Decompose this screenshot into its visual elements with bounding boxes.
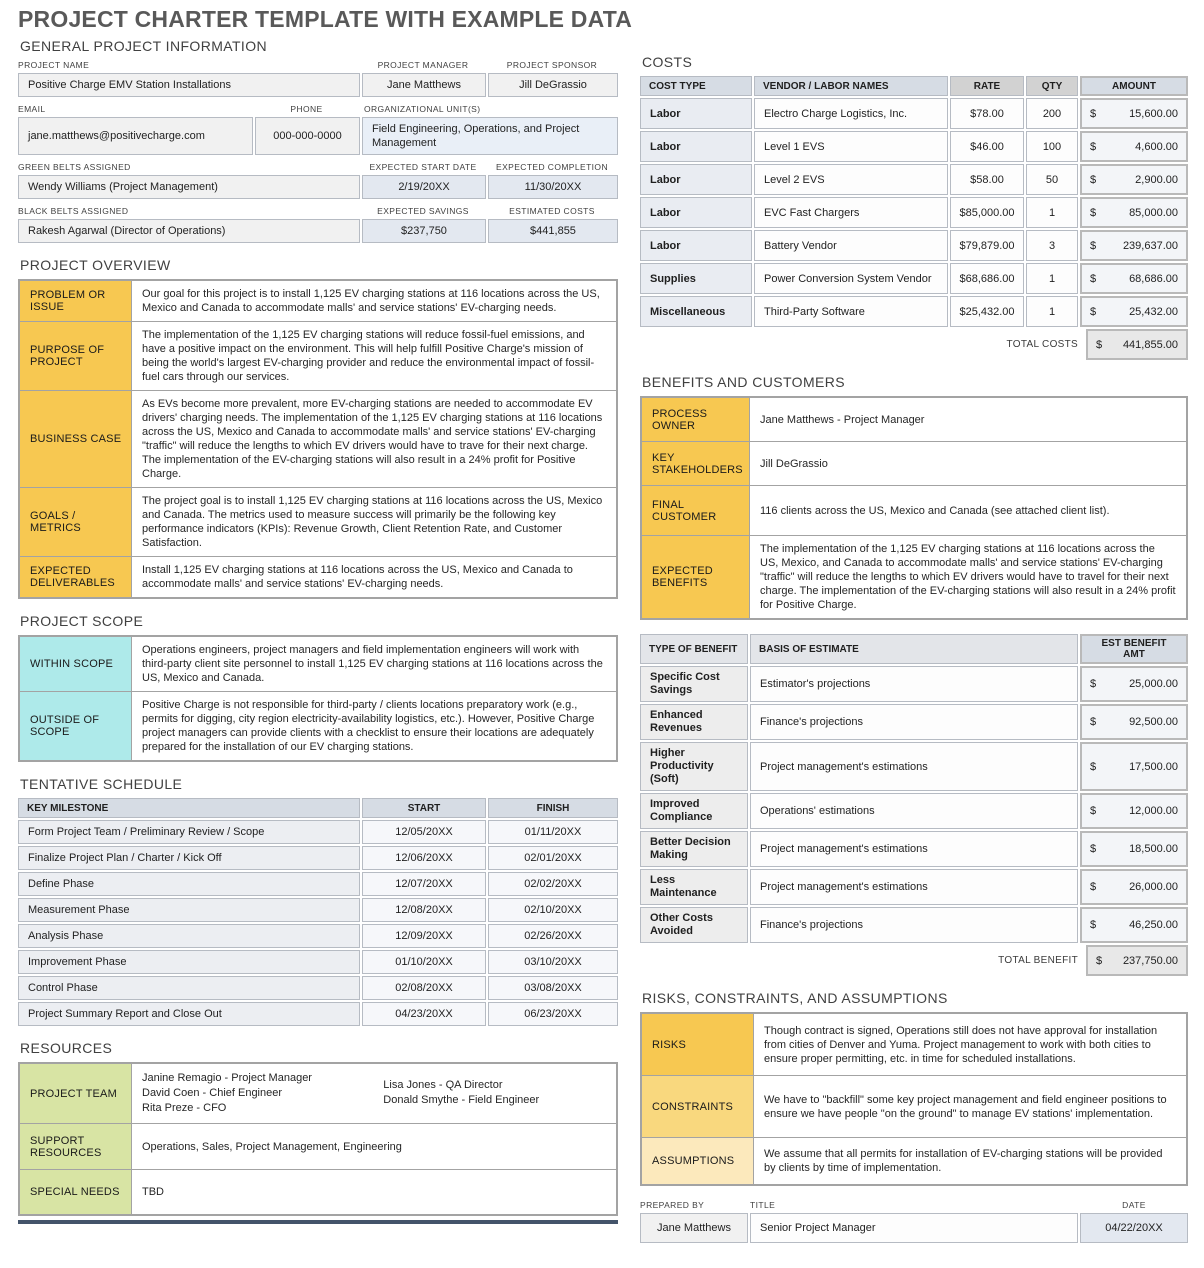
scope-row-within — [20, 637, 616, 692]
rate-cell[interactable]: $58.00 — [950, 164, 1024, 195]
project-overview-heading: PROJECT OVERVIEW — [20, 257, 171, 273]
date-label: DATE — [1122, 1200, 1146, 1210]
risks-text[interactable]: Though contract is signed, Operations still does not have approval for installation from cities of Denver and Yuma. Project management to work with both cities to ensure proper permitting, etc. in time for scheduled installations. — [764, 1024, 1158, 1065]
benefit-type-cell[interactable]: Less Maintenance — [640, 869, 748, 905]
section-benefit-estimates — [640, 634, 1188, 976]
resources-row-needs — [20, 1170, 616, 1214]
section-risks — [640, 990, 1188, 1186]
basis-cell[interactable]: Project management's estimations — [750, 831, 1078, 867]
date-field[interactable]: 04/22/20XX — [1080, 1213, 1188, 1243]
constraints-label: CONSTRAINTS — [642, 1076, 754, 1137]
benefit-row — [640, 907, 1188, 943]
section-project-overview — [18, 257, 618, 599]
section-benefits — [640, 374, 1188, 620]
assumptions-text[interactable]: We assume that all permits for installation of EV-charging stations will be provided by clients by time of implementation. — [764, 1148, 1163, 1174]
qty-cell[interactable]: 50 — [1026, 164, 1078, 195]
qty-cell[interactable]: 1 — [1026, 296, 1078, 327]
basis-cell[interactable]: Estimator's projections — [750, 666, 1078, 702]
benefit-header-row — [640, 634, 1188, 664]
scope-row-label: WITHIN SCOPE — [20, 637, 132, 691]
start-date-field[interactable]: 2/19/20XX — [362, 175, 486, 199]
overview-row-text[interactable]: The project goal is to install 1,125 EV charging stations at 116 locations across the US, Mexico and Canada. The metrics used to measure success will primarily be the following key performance indicators (KPIs): Revenue Growth, Client Retention Rate, and Customer Satisfaction. — [142, 495, 603, 549]
project-sponsor-field[interactable]: Jill DeGrassio — [488, 73, 618, 97]
vendor-cell[interactable]: Level 1 EVS — [754, 131, 948, 162]
rate-cell[interactable]: $46.00 — [950, 131, 1024, 162]
overview-row-label: BUSINESS CASE — [20, 391, 132, 487]
cost-type-cell[interactable]: Labor — [640, 164, 752, 195]
cost-type-cell[interactable]: Labor — [640, 230, 752, 261]
benefit-row — [640, 793, 1188, 829]
currency-symbol: $ — [1090, 678, 1097, 690]
milestone-cell[interactable]: Project Summary Report and Close Out — [18, 1002, 360, 1026]
benefit-amount-value: 17,500.00 — [1129, 760, 1178, 773]
prepared-by-field[interactable]: Jane Matthews — [640, 1213, 748, 1243]
finish-cell[interactable]: 02/10/20XX — [488, 898, 618, 922]
scope-row-text[interactable]: Operations engineers, project managers and field implementation engineers will work with third-party client site personnel to install 1,125 EV charging stations at 116 locations across the US, Mexico and Canada. — [142, 644, 603, 684]
finish-cell[interactable]: 02/02/20XX — [488, 872, 618, 896]
start-cell[interactable]: 12/09/20XX — [362, 924, 486, 948]
currency-symbol: $ — [1090, 843, 1097, 855]
benefit-type-cell[interactable]: Higher Productivity (Soft) — [640, 742, 748, 791]
project-name-field[interactable]: Positive Charge EMV Station Installations — [18, 73, 360, 97]
amount-cell[interactable] — [1080, 230, 1188, 261]
vendor-cell[interactable]: Level 2 EVS — [754, 164, 948, 195]
project-manager-field[interactable]: Jane Matthews — [362, 73, 486, 97]
amount-value: 85,000.00 — [1129, 206, 1178, 219]
benefits-heading: BENEFITS AND CUSTOMERS — [642, 374, 846, 390]
currency-symbol: $ — [1090, 173, 1097, 186]
team-list-right[interactable] — [383, 1071, 606, 1116]
schedule-header-row — [18, 798, 618, 818]
total-benefit-value: 237,750.00 — [1122, 954, 1178, 967]
team-member: Lisa Jones - QA Director — [383, 1079, 503, 1091]
benefits-row-label: PROCESS OWNER — [642, 398, 750, 441]
finish-cell[interactable]: 01/11/20XX — [488, 820, 618, 844]
project-scope-table — [18, 635, 618, 762]
benefit-type-cell[interactable]: Specific Cost Savings — [640, 666, 748, 702]
risks-heading: RISKS, CONSTRAINTS, AND ASSUMPTIONS — [642, 990, 948, 1006]
currency-symbol: $ — [1090, 206, 1097, 219]
benefit-amount-value: 26,000.00 — [1129, 881, 1178, 893]
benefits-row-text[interactable]: Jane Matthews - Project Manager — [760, 413, 925, 426]
team-body — [132, 1064, 616, 1123]
rate-cell[interactable]: $85,000.00 — [950, 197, 1024, 228]
section-tentative-schedule — [18, 776, 618, 1026]
schedule-row — [18, 950, 618, 974]
costs-total-row — [640, 329, 1188, 360]
benefits-row-stakeholders — [642, 442, 1186, 486]
green-belts-label: GREEN BELTS ASSIGNED — [18, 162, 131, 172]
schedule-row — [18, 1002, 618, 1026]
currency-symbol: $ — [1090, 805, 1097, 817]
benefits-table — [640, 396, 1188, 620]
cost-row — [640, 98, 1188, 129]
tentative-schedule-heading: TENTATIVE SCHEDULE — [20, 776, 183, 792]
finish-cell[interactable]: 03/08/20XX — [488, 976, 618, 1000]
cost-type-cell[interactable]: Labor — [640, 98, 752, 129]
basis-cell[interactable]: Finance's projections — [750, 907, 1078, 943]
benefit-amount-cell[interactable] — [1080, 742, 1188, 791]
qty-cell[interactable]: 1 — [1026, 263, 1078, 294]
project-manager-label: PROJECT MANAGER — [377, 60, 469, 70]
org-unit-field[interactable]: Field Engineering, Operations, and Project Management — [362, 117, 618, 155]
cost-type-cell[interactable]: Labor — [640, 131, 752, 162]
cost-row — [640, 164, 1188, 195]
assumptions-row — [642, 1138, 1186, 1184]
start-cell[interactable]: 04/23/20XX — [362, 1002, 486, 1026]
basis-cell[interactable]: Project management's estimations — [750, 742, 1078, 791]
rate-header: RATE — [950, 76, 1024, 96]
currency-symbol: $ — [1090, 272, 1097, 285]
finish-cell[interactable]: 02/01/20XX — [488, 846, 618, 870]
finish-cell[interactable]: 06/23/20XX — [488, 1002, 618, 1026]
basis-cell[interactable]: Operations' estimations — [750, 793, 1078, 829]
cost-row — [640, 296, 1188, 327]
qty-cell[interactable]: 3 — [1026, 230, 1078, 261]
benefit-amount-cell[interactable] — [1080, 831, 1188, 867]
cost-type-cell[interactable]: Supplies — [640, 263, 752, 294]
benefit-amount-value: 18,500.00 — [1129, 843, 1178, 855]
total-costs-value: 441,855.00 — [1122, 338, 1178, 351]
section-costs — [640, 54, 1188, 360]
benefit-type-cell[interactable]: Improved Compliance — [640, 793, 748, 829]
benefit-amount-value: 92,500.00 — [1129, 716, 1178, 728]
currency-symbol: $ — [1090, 305, 1097, 318]
total-benefit-label: TOTAL BENEFIT — [998, 955, 1078, 966]
scope-row-outside — [20, 692, 616, 760]
benefits-row-final-customer — [642, 486, 1186, 536]
milestone-cell[interactable]: Form Project Team / Preliminary Review / Scope — [18, 820, 360, 844]
total-benefit-cell — [1086, 945, 1188, 976]
benefit-amount-value: 25,000.00 — [1129, 678, 1178, 690]
overview-row-problem — [20, 281, 616, 322]
team-member: Janine Remagio - Project Manager — [142, 1072, 312, 1084]
savings-field[interactable]: $237,750 — [362, 219, 486, 243]
needs-text[interactable]: TBD — [142, 1186, 164, 1198]
team-member: Donald Smythe - Field Engineer — [383, 1094, 540, 1106]
footer-accent-bar — [18, 1220, 618, 1224]
completion-field[interactable]: 11/30/20XX — [488, 175, 618, 199]
team-list-left[interactable] — [142, 1071, 383, 1116]
rate-cell[interactable]: $25,432.00 — [950, 296, 1024, 327]
project-name-label: PROJECT NAME — [18, 60, 90, 70]
overview-row-label: GOALS / METRICS — [20, 488, 132, 556]
overview-row-text[interactable]: As EVs become more prevalent, more EV-charging stations are needed to accommodate EV drivers' charging needs. The implementation of the 1,125 EV charging stations at 116 locations across the US, Mexico and Canada to accommodate malls' and service stations' EV-charging "traffic" will reduce the lengths to which EV drivers would have to trave for their next charge. The implementation of the EV-charging stations will also result in a 24% profit for Positive Charge. — [142, 398, 603, 480]
benefit-total-row — [640, 945, 1188, 976]
overview-row-label: PURPOSE OF PROJECT — [20, 322, 132, 390]
amount-value: 25,432.00 — [1129, 305, 1178, 318]
phone-label: PHONE — [290, 104, 323, 114]
basis-cell[interactable]: Finance's projections — [750, 704, 1078, 740]
benefit-row — [640, 704, 1188, 740]
project-overview-table — [18, 279, 618, 599]
currency-symbol: $ — [1090, 239, 1097, 252]
benefit-row — [640, 869, 1188, 905]
benefits-row-label: KEY STAKEHOLDERS — [642, 442, 750, 485]
benefit-row — [640, 831, 1188, 867]
amount-value: 68,686.00 — [1129, 272, 1178, 285]
amount-value: 15,600.00 — [1129, 107, 1178, 120]
overview-row-goals — [20, 488, 616, 557]
vendor-cell[interactable]: Power Conversion System Vendor — [754, 263, 948, 294]
section-prepared-by — [640, 1200, 1188, 1243]
benefits-row-label: EXPECTED BENEFITS — [642, 536, 750, 618]
cost-type-cell[interactable]: Miscellaneous — [640, 296, 752, 327]
title-label: TITLE — [750, 1200, 776, 1210]
amount-cell[interactable] — [1080, 131, 1188, 162]
start-cell[interactable]: 12/06/20XX — [362, 846, 486, 870]
needs-label: SPECIAL NEEDS — [20, 1170, 132, 1214]
vendor-cell[interactable]: Third-Party Software — [754, 296, 948, 327]
benefit-type-cell[interactable]: Enhanced Revenues — [640, 704, 748, 740]
scope-row-label: OUTSIDE OF SCOPE — [20, 692, 132, 760]
page-title: PROJECT CHARTER TEMPLATE WITH EXAMPLE DATA — [18, 6, 633, 32]
black-belts-label: BLACK BELTS ASSIGNED — [18, 206, 129, 216]
currency-symbol: $ — [1096, 954, 1103, 967]
start-cell[interactable]: 12/08/20XX — [362, 898, 486, 922]
currency-symbol: $ — [1096, 338, 1103, 351]
cost-row — [640, 197, 1188, 228]
benefit-amount-cell[interactable] — [1080, 666, 1188, 702]
currency-symbol: $ — [1090, 107, 1097, 120]
amount-cell[interactable] — [1080, 98, 1188, 129]
schedule-row — [18, 872, 618, 896]
benefit-type-cell[interactable]: Other Costs Avoided — [640, 907, 748, 943]
green-belts-field[interactable]: Wendy Williams (Project Management) — [18, 175, 360, 199]
section-general-info — [18, 38, 618, 243]
overview-row-text[interactable]: The implementation of the 1,125 EV charging stations will reduce fossil-fuel emissions, and have a positive impact on the environment. This will help fulfill Positive Charge's mission of being the world's largest EV-charging provider and reduce the environmental impact of fossil-fuel cars through our services. — [142, 329, 595, 383]
risks-row — [642, 1014, 1186, 1076]
support-label: SUPPORT RESOURCES — [20, 1124, 132, 1169]
benefit-row — [640, 742, 1188, 791]
overview-row-business-case — [20, 391, 616, 488]
qty-cell[interactable]: 100 — [1026, 131, 1078, 162]
benefit-row — [640, 666, 1188, 702]
milestone-cell[interactable]: Measurement Phase — [18, 898, 360, 922]
est-costs-field[interactable]: $441,855 — [488, 219, 618, 243]
amount-header: AMOUNT — [1080, 76, 1188, 96]
benefit-amount-cell[interactable] — [1080, 869, 1188, 905]
amount-cell[interactable] — [1080, 164, 1188, 195]
rate-cell[interactable]: $79,879.00 — [950, 230, 1024, 261]
finish-header: FINISH — [488, 798, 618, 818]
qty-cell[interactable]: 1 — [1026, 197, 1078, 228]
milestone-cell[interactable]: Control Phase — [18, 976, 360, 1000]
currency-symbol: $ — [1090, 881, 1097, 893]
amount-value: 239,637.00 — [1122, 239, 1178, 252]
title-field[interactable]: Senior Project Manager — [750, 1213, 1078, 1243]
benefit-amount-cell[interactable] — [1080, 793, 1188, 829]
benefits-row-text[interactable]: Jill DeGrassio — [760, 457, 828, 470]
milestone-cell[interactable]: Define Phase — [18, 872, 360, 896]
benefit-amount-value: 46,250.00 — [1129, 919, 1178, 931]
benefit-type-header: TYPE OF BENEFIT — [640, 634, 748, 664]
assumptions-label: ASSUMPTIONS — [642, 1138, 754, 1184]
costs-heading: COSTS — [642, 54, 693, 70]
section-project-scope — [18, 613, 618, 762]
benefit-amount-header: EST BENEFIT AMT — [1080, 634, 1188, 664]
rate-cell[interactable]: $68,686.00 — [950, 263, 1024, 294]
team-member: David Coen - Chief Engineer — [142, 1087, 283, 1099]
benefits-row-process-owner — [642, 398, 1186, 442]
est-costs-label: ESTIMATED COSTS — [509, 206, 595, 216]
schedule-row — [18, 976, 618, 1000]
overview-row-label: EXPECTED DELIVERABLES — [20, 557, 132, 597]
vendor-cell[interactable]: Electro Charge Logistics, Inc. — [754, 98, 948, 129]
overview-row-deliverables — [20, 557, 616, 597]
basis-header: BASIS OF ESTIMATE — [750, 634, 1078, 664]
start-cell[interactable]: 02/08/20XX — [362, 976, 486, 1000]
currency-symbol: $ — [1090, 919, 1097, 931]
org-unit-label: ORGANIZATIONAL UNIT(S) — [364, 104, 481, 114]
benefits-row-text[interactable]: The implementation of the 1,125 EV charging stations at 116 locations across the US, Mexico, and Canada to accommodate malls' and service stations' EV-charging "traffic" will reduce the lengths to which EV drivers would have to travel for their next charge. The implementation of the EV-charging stations will also result in a 24% profit for Positive Charge. — [760, 543, 1176, 611]
amount-value: 2,900.00 — [1135, 173, 1178, 186]
section-resources — [18, 1040, 618, 1224]
general-info-heading: GENERAL PROJECT INFORMATION — [20, 38, 268, 54]
total-costs-cell — [1086, 329, 1188, 360]
amount-value: 4,600.00 — [1135, 140, 1178, 153]
benefits-row-expected-benefits — [642, 536, 1186, 618]
milestone-cell[interactable]: Improvement Phase — [18, 950, 360, 974]
overview-row-text[interactable]: Our goal for this project is to install 1,125 EV charging stations at 116 locations across the US, Mexico and Canada to accommodate malls' and service stations' EV-charging needs. — [142, 288, 600, 314]
qty-header: QTY — [1026, 76, 1078, 96]
finish-cell[interactable]: 02/26/20XX — [488, 924, 618, 948]
amount-cell[interactable] — [1080, 296, 1188, 327]
schedule-row — [18, 820, 618, 844]
risks-label: RISKS — [642, 1014, 754, 1075]
cost-row — [640, 230, 1188, 261]
vendor-cell[interactable]: EVC Fast Chargers — [754, 197, 948, 228]
schedule-row — [18, 924, 618, 948]
finish-cell[interactable]: 03/10/20XX — [488, 950, 618, 974]
amount-cell[interactable] — [1080, 197, 1188, 228]
black-belts-field[interactable]: Rakesh Agarwal (Director of Operations) — [18, 219, 360, 243]
team-label: PROJECT TEAM — [20, 1064, 132, 1123]
start-date-label: EXPECTED START DATE — [369, 162, 477, 172]
benefit-amount-cell[interactable] — [1080, 704, 1188, 740]
overview-row-purpose — [20, 322, 616, 391]
overview-row-text[interactable]: Install 1,125 EV charging stations at 116 locations across the US, Mexico and Canada to accommodate malls' and service stations' EV-charging needs. — [142, 564, 573, 590]
start-cell[interactable]: 12/05/20XX — [362, 820, 486, 844]
scope-row-text[interactable]: Positive Charge is not responsible for third-party / clients locations preparatory work (e.g., permits for digging, city region electricity-availability logistics, etc.). However, Positive Charge project managers can provide clients with a checklist to ensure their locations are adequately prepared for the installation of our EV charging stations. — [142, 699, 595, 753]
right-column — [640, 54, 1188, 1245]
overview-row-label: PROBLEM OR ISSUE — [20, 281, 132, 321]
milestone-cell[interactable]: Analysis Phase — [18, 924, 360, 948]
cost-row — [640, 263, 1188, 294]
start-header: START — [362, 798, 486, 818]
benefit-amount-cell[interactable] — [1080, 907, 1188, 943]
resources-table — [18, 1062, 618, 1216]
project-sponsor-label: PROJECT SPONSOR — [506, 60, 598, 70]
schedule-row — [18, 898, 618, 922]
constraints-row — [642, 1076, 1186, 1138]
resources-heading: RESOURCES — [20, 1040, 113, 1056]
cost-type-header: COST TYPE — [640, 76, 752, 96]
qty-cell[interactable]: 200 — [1026, 98, 1078, 129]
email-label: EMAIL — [18, 104, 46, 114]
vendor-header: VENDOR / LABOR NAMES — [754, 76, 948, 96]
benefit-type-cell[interactable]: Better Decision Making — [640, 831, 748, 867]
team-member: Rita Preze - CFO — [142, 1102, 227, 1114]
support-text[interactable]: Operations, Sales, Project Management, Engineering — [142, 1140, 402, 1153]
benefits-row-text[interactable]: 116 clients across the US, Mexico and Canada (see attached client list). — [760, 504, 1110, 517]
risks-table — [640, 1012, 1188, 1186]
cost-type-cell[interactable]: Labor — [640, 197, 752, 228]
resources-row-team — [20, 1064, 616, 1124]
benefits-row-label: FINAL CUSTOMER — [642, 486, 750, 535]
benefit-amount-value: 12,000.00 — [1129, 805, 1178, 817]
email-field[interactable]: jane.matthews@positivecharge.com — [18, 117, 253, 155]
milestone-header: KEY MILESTONE — [18, 798, 360, 818]
start-cell[interactable]: 12/07/20XX — [362, 872, 486, 896]
amount-cell[interactable] — [1080, 263, 1188, 294]
constraints-text[interactable]: We have to "backfill" some key project management and field engineer positions to ensure we have people "on the ground" to manage EV stations' implementation. — [764, 1093, 1167, 1120]
left-column — [18, 38, 618, 1224]
savings-label: EXPECTED SAVINGS — [377, 206, 469, 216]
basis-cell[interactable]: Project management's estimations — [750, 869, 1078, 905]
project-scope-heading: PROJECT SCOPE — [20, 613, 144, 629]
prepared-by-label: PREPARED BY — [640, 1200, 705, 1210]
currency-symbol: $ — [1090, 760, 1097, 773]
costs-header-row — [640, 76, 1188, 96]
cost-row — [640, 131, 1188, 162]
milestone-cell[interactable]: Finalize Project Plan / Charter / Kick Off — [18, 846, 360, 870]
currency-symbol: $ — [1090, 140, 1097, 153]
vendor-cell[interactable]: Battery Vendor — [754, 230, 948, 261]
schedule-row — [18, 846, 618, 870]
total-costs-label: TOTAL COSTS — [1006, 339, 1078, 350]
rate-cell[interactable]: $78.00 — [950, 98, 1024, 129]
resources-row-support — [20, 1124, 616, 1170]
completion-label: EXPECTED COMPLETION — [496, 162, 608, 172]
phone-field[interactable]: 000-000-0000 — [255, 117, 360, 155]
start-cell[interactable]: 01/10/20XX — [362, 950, 486, 974]
currency-symbol: $ — [1090, 716, 1097, 728]
